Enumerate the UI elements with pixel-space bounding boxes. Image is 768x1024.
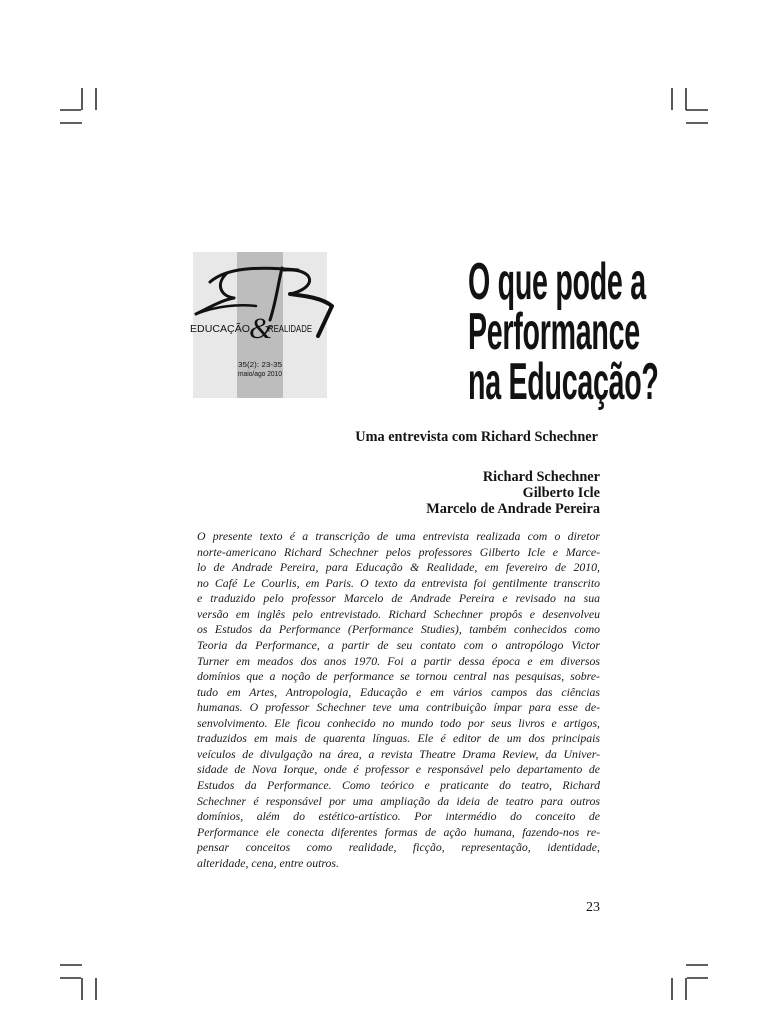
abstract-line: tudo em Artes, Antropologia, Educação e em vários campos das ciências: [197, 684, 600, 699]
title-line: na Educação?: [468, 353, 659, 411]
abstract: [197, 529, 600, 871]
title-line: Performance: [468, 303, 640, 361]
abstract-line: Performance ele conecta diferentes formas de ação humana, fazendo-nos re-: [197, 824, 600, 839]
author-list: [200, 469, 600, 517]
page-number: 23: [586, 900, 600, 915]
logo-ampersand: &: [249, 312, 273, 345]
author-name: Richard Schechner: [482, 469, 600, 485]
logo-issue: 35(2): 23-35: [238, 360, 283, 369]
abstract-line: lo de Andrade Pereira, para Educação & Realidade, em fevereiro de 2010,: [197, 560, 600, 575]
article-title: [360, 253, 659, 411]
logo-date: maio/ago 2010: [238, 369, 282, 378]
title-line: O que pode a: [468, 253, 646, 311]
author-name: Gilberto Icle: [522, 485, 600, 501]
logo-word-educacao: EDUCAÇÃO: [190, 324, 247, 335]
abstract-line: O presente texto é a transcrição de uma entrevista realizada com o diretor: [197, 529, 600, 543]
article-subtitle: Uma entrevista com Richard Schechner: [355, 429, 598, 445]
abstract-line: norte-americano Richard Schechner pelos professores Gilberto Icle e Marce-: [197, 544, 600, 559]
abstract-line: domínios, além do estético-artístico. Por intermédio do conceito de: [197, 809, 600, 824]
abstract-line: Turner em meados dos anos 1970. Foi a partir dessa época e em diversos: [197, 653, 600, 668]
abstract-line: pensar conceitos como realidade, ficção, representação, identidade,: [197, 840, 600, 855]
abstract-line: domínios que a noção de performance se tornou central nas pesquisas, sobre-: [197, 669, 600, 684]
author-name: Marcelo de Andrade Pereira: [426, 501, 600, 517]
abstract-line: humanas. O professor Schechner teve uma contribuição ímpar para esse de-: [197, 700, 600, 715]
abstract-line: versão em inglês pelo entrevistado. Richard Schechner propôs e desenvolveu: [197, 606, 600, 621]
journal-logo: [186, 248, 338, 402]
abstract-line: sidade de Nova Iorque, onde é professor e responsável pelo departamento de: [197, 762, 600, 777]
abstract-line: traduzidos em mais de quarenta línguas. Ele é editor de um dos principais: [197, 731, 600, 746]
abstract-line: Schechner é responsável por uma ampliação da ideia de teatro para outros: [197, 793, 600, 808]
abstract-line: Teoria da Performance, a partir de seu contato com o antropólogo Victor: [197, 637, 600, 652]
abstract-line: veículos de divulgação na área, a revista Theatre Drama Review, da Univer-: [197, 746, 600, 761]
abstract-line: senvolvimento. Ele ficou conhecido no mundo todo por seus livros e artigos,: [197, 715, 600, 730]
abstract-line: Estudos da Performance. Como teórico e praticante do teatro, Richard: [197, 778, 600, 792]
abstract-line: alteridade, cena, entre outros.: [197, 855, 339, 870]
logo-word-realidade: REALIDADE: [268, 324, 313, 335]
abstract-line: e traduzido pelo professor Marcelo de Andrade Pereira e revisado na sua: [197, 591, 600, 606]
abstract-line: os Estudos da Performance (Performance Studies), também conhecidos como: [197, 622, 600, 637]
abstract-line: no Café Le Courlis, em Paris. O texto da entrevista foi gentilmente transcrito: [197, 575, 600, 590]
